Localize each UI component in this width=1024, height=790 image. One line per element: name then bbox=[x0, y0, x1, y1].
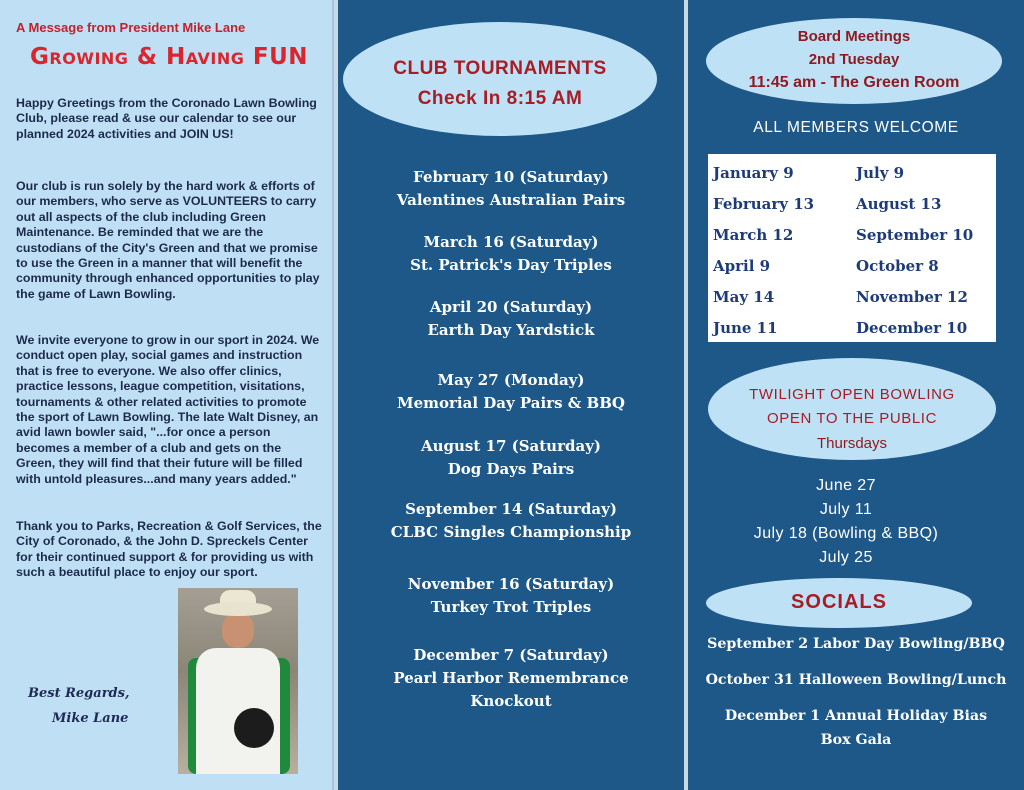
event-name: Earth Day Yardstick bbox=[427, 321, 595, 339]
meeting-date: November 12 bbox=[856, 288, 968, 306]
meeting-dates-column bbox=[856, 158, 973, 344]
president-message-panel bbox=[0, 0, 334, 790]
twilight-day: Thursdays bbox=[816, 435, 888, 452]
signature: Mike Lane bbox=[52, 711, 129, 726]
meeting-date: September 10 bbox=[856, 226, 974, 244]
tournament-event bbox=[338, 435, 684, 481]
twilight-date: June 27 bbox=[816, 477, 876, 494]
twilight-dates bbox=[688, 474, 1004, 570]
twilight-bowling-oval bbox=[708, 358, 996, 460]
event-name: Pearl Harbor Remembrance bbox=[393, 669, 629, 687]
event-name: Valentines Australian Pairs bbox=[396, 191, 626, 209]
event-date: March 16 (Saturday) bbox=[423, 233, 599, 251]
social-event: Box Gala bbox=[820, 732, 892, 748]
event-name: CLBC Singles Championship bbox=[390, 523, 632, 541]
meeting-dates-column bbox=[713, 158, 814, 344]
meeting-date: August 13 bbox=[856, 195, 942, 213]
meeting-date: March 12 bbox=[713, 226, 794, 244]
meeting-date: June 11 bbox=[713, 319, 778, 337]
meeting-date: May 14 bbox=[713, 288, 775, 306]
meeting-date: December 10 bbox=[856, 319, 968, 337]
meeting-date: April 9 bbox=[713, 257, 771, 275]
tournaments-header-oval bbox=[343, 22, 657, 136]
tournament-event bbox=[338, 498, 684, 544]
board-time-place: 11:45 am - The Green Room bbox=[748, 74, 960, 91]
message-paragraph: Happy Greetings from the Coronado Lawn Bowling Club, please read & use our calendar to see our planned 2024 activities and JOIN US! bbox=[16, 96, 317, 141]
event-date: December 7 (Saturday) bbox=[413, 646, 609, 664]
social-event: September 2 Labor Day Bowling/BBQ bbox=[707, 636, 1005, 652]
event-date: February 10 (Saturday) bbox=[413, 168, 609, 186]
event-name: Turkey Trot Triples bbox=[430, 598, 592, 616]
twilight-date: July 18 (Bowling & BBQ) bbox=[753, 525, 939, 542]
message-paragraph: Our club is run solely by the hard work & efforts of our members, who serve as VOLUNTEERS to carry out all aspects of the club including Green Maintenance. Be reminded that we are the custodians of the City's Green and that we promise to use the Green in a manner that will benefit the community through enhanced opportunities to play the game of Lawn Bowling. bbox=[16, 179, 320, 301]
event-name: St. Patrick's Day Triples bbox=[410, 256, 612, 274]
signoff: Best Regards, bbox=[28, 686, 130, 701]
meeting-dates-box bbox=[708, 154, 996, 342]
socials-heading: SOCIALS bbox=[791, 591, 887, 613]
board-title: Board Meetings bbox=[797, 28, 911, 45]
socials-oval bbox=[706, 578, 972, 628]
tournaments-heading: CLUB TOURNAMENTS bbox=[393, 58, 607, 79]
message-title: Growing & Having FUN bbox=[30, 44, 309, 70]
social-event: October 31 Halloween Bowling/Lunch bbox=[705, 672, 1007, 688]
event-name: Dog Days Pairs bbox=[447, 460, 575, 478]
twilight-public: OPEN TO THE PUBLIC bbox=[766, 410, 937, 427]
event-date: August 17 (Saturday) bbox=[420, 437, 602, 455]
social-event: December 1 Annual Holiday Bias bbox=[724, 708, 988, 724]
event-name-continued: Knockout bbox=[470, 692, 552, 710]
tournament-event bbox=[338, 231, 684, 277]
event-date: September 14 (Saturday) bbox=[405, 500, 617, 518]
tournament-event bbox=[338, 573, 684, 619]
twilight-date: July 25 bbox=[819, 549, 873, 566]
tournament-event bbox=[338, 296, 684, 342]
meeting-date: July 9 bbox=[856, 164, 905, 182]
meeting-date: October 8 bbox=[856, 257, 939, 275]
president-photo bbox=[178, 588, 298, 774]
board-day: 2nd Tuesday bbox=[808, 51, 900, 68]
meeting-date: February 13 bbox=[713, 195, 815, 213]
tournament-event bbox=[338, 369, 684, 415]
message-from-heading: A Message from President Mike Lane bbox=[16, 20, 246, 35]
event-date: November 16 (Saturday) bbox=[407, 575, 615, 593]
message-paragraph: Thank you to Parks, Recreation & Golf Services, the City of Coronado, & the John D. Spreckels Center for their continued support & for providing us with such a beautiful place to enjoy our sport. bbox=[16, 519, 322, 580]
members-welcome: ALL MEMBERS WELCOME bbox=[753, 119, 959, 136]
event-date: April 20 (Saturday) bbox=[429, 298, 593, 316]
message-paragraph: We invite everyone to grow in our sport in 2024. We conduct open play, social games and instruction that is free to everyone. We also offer clinics, practice lessons, league competition, visitations, tournaments & other related activities to promote the sport of Lawn Bowling. The late Walt Disney, an avid lawn bowler said, "...for once a person becomes a member of a club and gets on the Green, they will find that their future will be filled with untold pleasures...and many years added." bbox=[16, 333, 320, 486]
board-meetings-oval bbox=[706, 18, 1002, 104]
meeting-date: January 9 bbox=[713, 164, 794, 182]
checkin-time: Check In 8:15 AM bbox=[417, 88, 583, 109]
tournament-event bbox=[338, 166, 684, 212]
tournament-event bbox=[338, 644, 684, 713]
event-name: Memorial Day Pairs & BBQ bbox=[397, 394, 625, 412]
twilight-date: July 11 bbox=[819, 501, 873, 518]
twilight-title: TWILIGHT OPEN BOWLING bbox=[749, 386, 955, 403]
event-date: May 27 (Monday) bbox=[437, 371, 585, 389]
fold-divider bbox=[334, 0, 338, 790]
